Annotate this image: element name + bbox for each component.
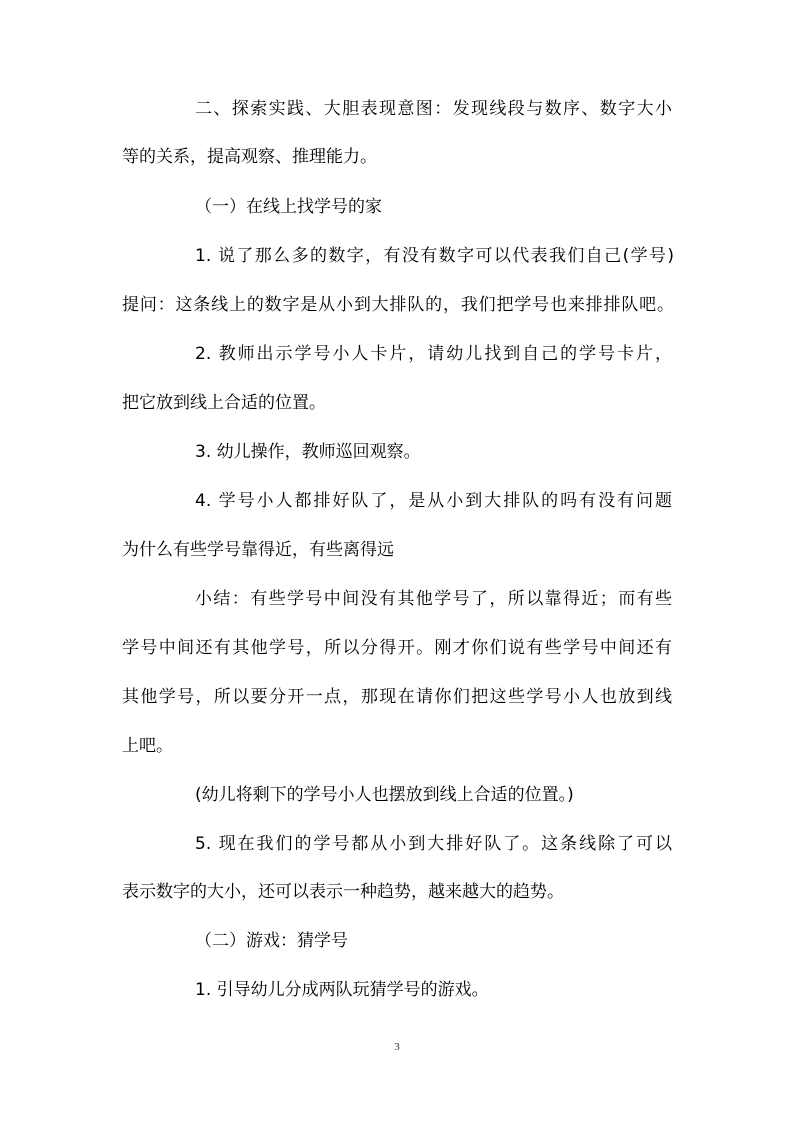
paragraph-line: (幼儿将剩下的学号小人也摆放到线上合适的位置。) (195, 785, 574, 805)
paragraph-line: 表示数字的大小，还可以表示一种趋势，越来越大的趋势。 (122, 882, 564, 902)
paragraph-line: 学号中间还有其他学号，所以分得开。刚才你们说有些学号中间还有 (122, 638, 672, 658)
paragraph-line: 小结：有些学号中间没有其他学号了，所以靠得近；而有些 (195, 589, 672, 609)
paragraph-line: 3. 幼儿操作，教师巡回观察。 (195, 442, 421, 462)
paragraph-line: 其他学号，所以要分开一点，那现在请你们把这些学号小人也放到线 (122, 687, 672, 707)
paragraph-line: 上吧。 (122, 736, 173, 756)
paragraph-line: 把它放到线上合适的位置。 (122, 393, 326, 413)
section-heading: （一）在线上找学号的家 (195, 197, 382, 217)
paragraph-line: 4. 学号小人都排好队了，是从小到大排队的吗有没有问题 (195, 491, 672, 511)
paragraph-line: 等的关系，提高观察、推理能力。 (122, 147, 377, 167)
paragraph-line: 1. 说了那么多的数字，有没有数字可以代表我们自己(学号) (195, 246, 674, 266)
section-heading: （二）游戏：猜学号 (195, 931, 348, 951)
paragraph-line: 5. 现在我们的学号都从小到大排好队了。这条线除了可以 (195, 834, 672, 854)
page-number: 3 (394, 1041, 400, 1053)
paragraph-line: 为什么有些学号靠得近，有些离得远 (122, 540, 394, 560)
paragraph-line: 2. 教师出示学号小人卡片，请幼儿找到自己的学号卡片， (195, 344, 672, 364)
paragraph-line: 二、探索实践、大胆表现意图：发现线段与数序、数字大小 (195, 99, 672, 119)
paragraph-line: 1. 引导幼儿分成两队玩猜学号的游戏。 (195, 980, 489, 1000)
paragraph-line: 提问：这条线上的数字是从小到大排队的，我们把学号也来排排队吧。 (122, 295, 674, 315)
